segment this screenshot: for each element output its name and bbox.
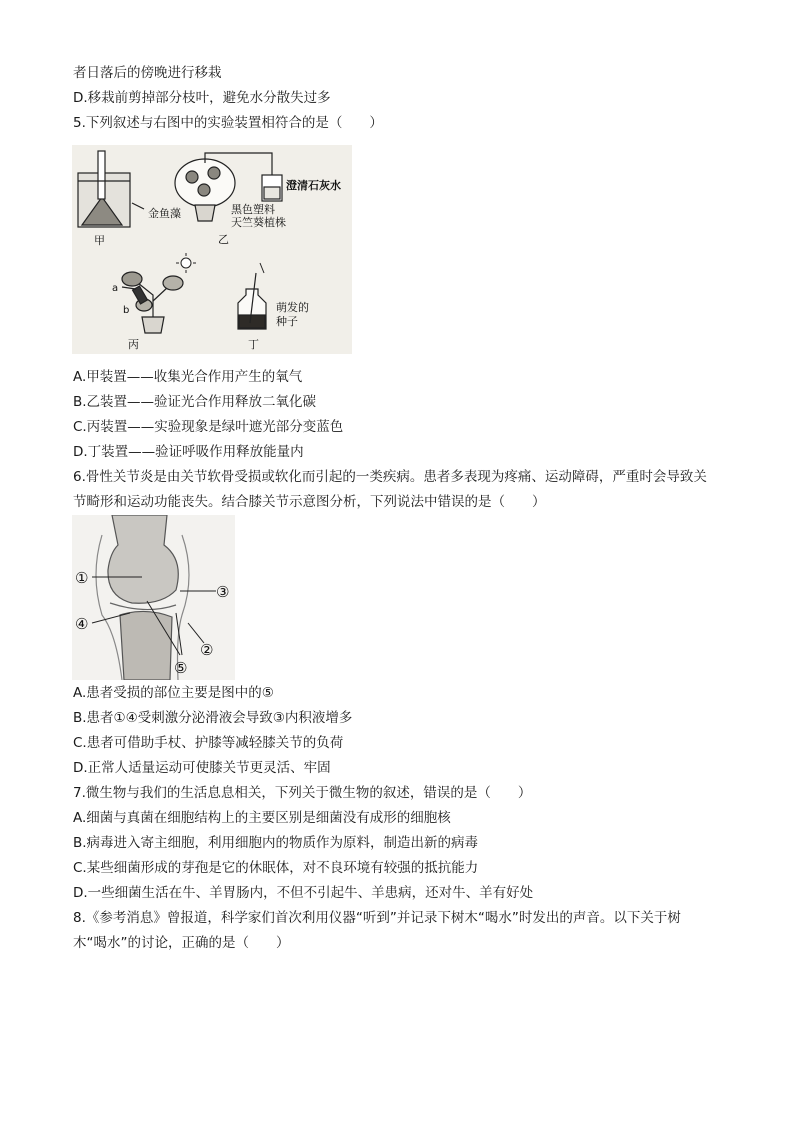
option-5a: A.甲装置——收集光合作用产生的氧气 <box>73 369 303 385</box>
setup-jia <box>78 151 144 227</box>
experiment-figure-drawing <box>72 145 352 354</box>
option-6c: C.患者可借助手杖、护膝等减轻膝关节的负荷 <box>73 735 344 751</box>
option-6a: A.患者受损的部位主要是图中的⑤ <box>73 685 274 701</box>
text-line: 者日落后的傍晚进行移栽 <box>73 65 222 81</box>
label-4: ④ <box>75 615 89 633</box>
option-7b: B.病毒进入寄主细胞，利用细胞内的物质作为原料，制造出新的病毒 <box>73 835 479 851</box>
label-3: ③ <box>216 583 230 601</box>
question-6-stem-cont: 节畸形和运动功能丧失。结合膝关节示意图分析，下列说法中错误的是（ ） <box>73 494 546 510</box>
experiment-figure <box>72 145 352 354</box>
label-goldfish-weed: 金鱼藻 <box>148 207 181 220</box>
option-5d: D.丁装置——验证呼吸作用释放能量内 <box>73 444 304 460</box>
option-7d: D.一些细菌生活在牛、羊胃肠内，不但不引起牛、羊患病，还对牛、羊有好处 <box>73 885 534 901</box>
option-6d: D.正常人适量运动可使膝关节更灵活、牢固 <box>73 760 331 776</box>
label-5: ⑤ <box>174 659 188 677</box>
label-ding: 丁 <box>248 338 259 351</box>
label-a: a <box>112 283 119 294</box>
label-black-plastic: 黑色塑料 <box>231 203 275 216</box>
question-8-stem: 8.《参考消息》曾报道，科学家们首次利用仪器“听到”并记录下树木“喝水”时发出的声音。以下关于树 <box>73 910 681 926</box>
setup-ding <box>238 263 266 329</box>
option-5c: C.丙装置——实验现象是绿叶遮光部分变蓝色 <box>73 419 344 435</box>
label-2: ② <box>200 641 214 659</box>
knee-joint-drawing <box>72 515 235 680</box>
label-jia: 甲 <box>94 234 105 247</box>
label-limewater: 澄清石灰水 <box>286 179 341 192</box>
knee-joint-figure <box>72 515 235 680</box>
sun-icon <box>176 253 196 273</box>
label-geranium: 天竺葵植株 <box>231 216 286 229</box>
label-1: ① <box>75 569 89 587</box>
label-germinating: 萌发的 <box>276 301 309 314</box>
setup-bing <box>122 272 183 333</box>
option-5b: B.乙装置——验证光合作用释放二氧化碳 <box>73 394 317 410</box>
label-seeds: 种子 <box>276 315 298 328</box>
question-7-stem: 7.微生物与我们的生活息息相关，下列关于微生物的叙述，错误的是（ ） <box>73 785 532 801</box>
question-8-stem-cont: 木“喝水”的讨论，正确的是（ ） <box>73 935 290 951</box>
option-7c: C.某些细菌形成的芽孢是它的休眠体，对不良环境有较强的抵抗能力 <box>73 860 479 876</box>
label-b: b <box>123 305 130 316</box>
option-6b: B.患者①④受刺激分泌滑液会导致③内积液增多 <box>73 710 353 726</box>
option-d: D.移栽前剪掉部分枝叶，避免水分散失过多 <box>73 90 331 106</box>
knee-joint-bones <box>96 515 189 680</box>
option-7a: A.细菌与真菌在细胞结构上的主要区别是细菌没有成形的细胞核 <box>73 810 451 826</box>
question-6-stem: 6.骨性关节炎是由关节软骨受损或软化而引起的一类疾病。患者多表现为疼痛、运动障碍，严重时会导致关 <box>73 469 707 485</box>
label-bing: 丙 <box>128 338 139 351</box>
label-yi: 乙 <box>218 233 229 246</box>
question-5-stem: 5.下列叙述与右图中的实验装置相符合的是（ ） <box>73 115 383 131</box>
